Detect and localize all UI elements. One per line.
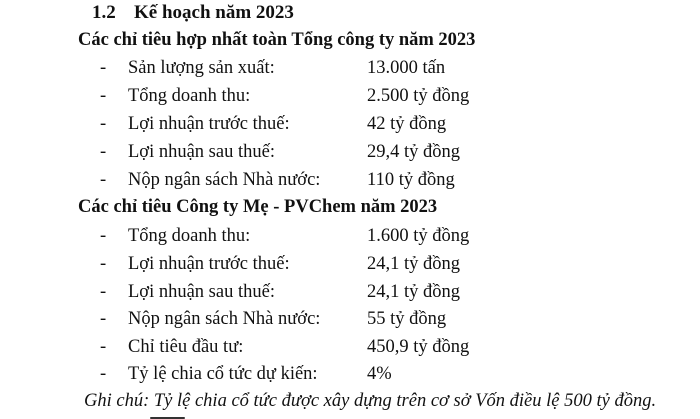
item-label: Lợi nhuận trước thuế: [128,254,290,274]
footnote: Ghi chú: Tỷ lệ chia cổ tức được xây dựng trên cơ sở Vốn điều lệ 500 tỷ đồng. [84,391,657,411]
item-label: Tỷ lệ chia cổ tức dự kiến: [128,364,318,384]
parent-company-title: Các chỉ tiêu Công ty Mẹ - PVChem năm 2023 [78,197,438,217]
parent-row [0,282,700,310]
bullet-dash: - [100,309,107,329]
item-value: 29,4 tỷ đồng [367,142,461,162]
bullet-dash: - [100,114,107,134]
cropped-text-fragment [150,414,185,419]
bullet-dash: - [100,58,107,78]
section-number: 1.2 [92,2,116,23]
section-title: Kế hoạch năm 2023 [134,2,294,23]
item-value: 2.500 tỷ đồng [367,86,470,106]
item-value: 24,1 tỷ đồng [367,254,461,274]
parent-row [0,226,700,254]
consolidated-row [0,114,700,142]
item-value: 55 tỷ đồng [367,309,447,329]
bullet-dash: - [100,282,107,302]
bullet-dash: - [100,170,107,190]
item-label: Tổng doanh thu: [128,86,251,106]
bullet-dash: - [100,254,107,274]
consolidated-row [0,142,700,170]
section-heading [92,2,294,24]
item-value: 24,1 tỷ đồng [367,282,461,302]
item-label: Sản lượng sản xuất: [128,58,275,78]
item-label: Nộp ngân sách Nhà nước: [128,309,321,329]
item-value: 13.000 tấn [367,58,446,78]
item-label: Nộp ngân sách Nhà nước: [128,170,321,190]
item-value: 450,9 tỷ đồng [367,337,470,357]
consolidated-title: Các chỉ tiêu hợp nhất toàn Tổng công ty năm 2023 [78,30,476,50]
parent-row [0,309,700,337]
parent-row [0,337,700,365]
item-value: 4% [367,364,392,384]
item-label: Tổng doanh thu: [128,226,251,246]
consolidated-row [0,170,700,198]
item-value: 42 tỷ đồng [367,114,447,134]
bullet-dash: - [100,337,107,357]
bullet-dash: - [100,364,107,384]
item-label: Lợi nhuận trước thuế: [128,114,290,134]
parent-row [0,254,700,282]
bullet-dash: - [100,142,107,162]
item-value: 1.600 tỷ đồng [367,226,470,246]
bullet-dash: - [100,226,107,246]
item-label: Lợi nhuận sau thuế: [128,142,275,162]
item-label: Chỉ tiêu đầu tư: [128,337,244,357]
parent-row [0,364,700,392]
consolidated-row [0,58,700,86]
item-value: 110 tỷ đồng [367,170,455,190]
consolidated-row [0,86,700,114]
bullet-dash: - [100,86,107,106]
item-label: Lợi nhuận sau thuế: [128,282,275,302]
